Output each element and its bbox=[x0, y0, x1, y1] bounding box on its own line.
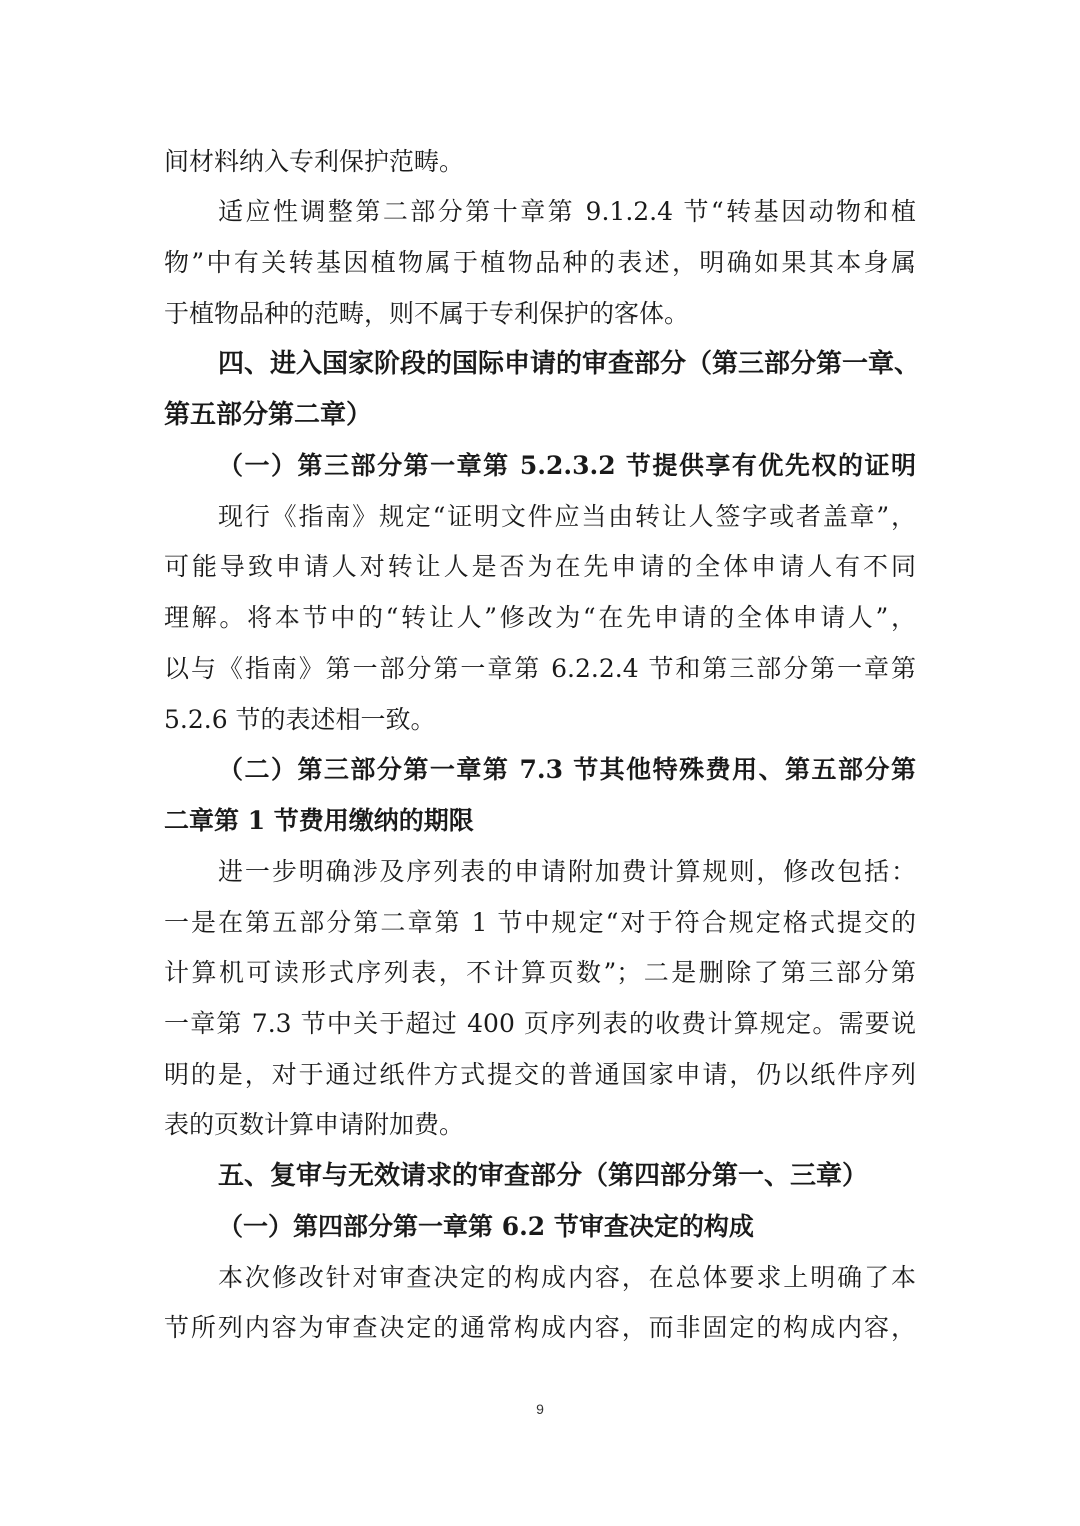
section-heading-4: 四、进入国家阶段的国际申请的审查部分（第三部分第一章、 bbox=[218, 349, 921, 379]
section-heading-4-continued: 第五部分第二章） bbox=[164, 400, 373, 430]
body-text-line: 一是在第五部分第二章第 1 节中规定“对于符合规定格式提交的 bbox=[164, 908, 916, 937]
section-heading-5: 五、复审与无效请求的审查部分（第四部分第一、三章） bbox=[218, 1161, 869, 1191]
body-text-line: 节所列内容为审查决定的通常构成内容，而非固定的构成内容， bbox=[164, 1313, 916, 1342]
body-text-line: 本次修改针对审查决定的构成内容，在总体要求上明确了本 bbox=[218, 1263, 916, 1292]
body-text-line: 明的是，对于通过纸件方式提交的普通国家申请，仍以纸件序列 bbox=[164, 1060, 916, 1089]
body-text-line: 可能导致申请人对转让人是否为在先申请的全体申请人有不同 bbox=[164, 552, 916, 581]
subsection-heading: （二）第三部分第一章第 7.3 节其他特殊费用、第五部分第 bbox=[218, 755, 916, 784]
body-text-line: 进一步明确涉及序列表的申请附加费计算规则，修改包括： bbox=[218, 857, 916, 886]
subsection-heading: （一）第四部分第一章第 6.2 节审查决定的构成 bbox=[218, 1212, 754, 1241]
body-text-line: 一章第 7.3 节中关于超过 400 页序列表的收费计算规定。需要说 bbox=[164, 1009, 916, 1038]
body-text-line: 计算机可读形式序列表，不计算页数”；二是删除了第三部分第 bbox=[164, 958, 916, 987]
body-text-line: 表的页数计算申请附加费。 bbox=[164, 1110, 465, 1139]
subsection-heading-continued: 二章第 1 节费用缴纳的期限 bbox=[164, 806, 474, 835]
body-text-line: 间材料纳入专利保护范畴。 bbox=[164, 147, 465, 176]
body-text-line: 理解。将本节中的“转让人”修改为“在先申请的全体申请人”， bbox=[164, 603, 916, 632]
body-text-line: 以与《指南》第一部分第一章第 6.2.2.4 节和第三部分第一章第 bbox=[164, 654, 916, 683]
body-text-line: 现行《指南》规定“证明文件应当由转让人签字或者盖章”， bbox=[218, 502, 916, 531]
page-number: 9 bbox=[536, 1401, 544, 1417]
body-text-line: 适应性调整第二部分第十章第 9.1.2.4 节“转基因动物和植 bbox=[218, 197, 916, 226]
body-text-line: 于植物品种的范畴，则不属于专利保护的客体。 bbox=[164, 299, 690, 328]
body-text-line: 物”中有关转基因植物属于植物品种的表述，明确如果其本身属 bbox=[164, 248, 916, 277]
subsection-heading: （一）第三部分第一章第 5.2.3.2 节提供享有优先权的证明 bbox=[218, 451, 916, 480]
body-text-line: 5.2.6 节的表述相一致。 bbox=[164, 705, 436, 734]
